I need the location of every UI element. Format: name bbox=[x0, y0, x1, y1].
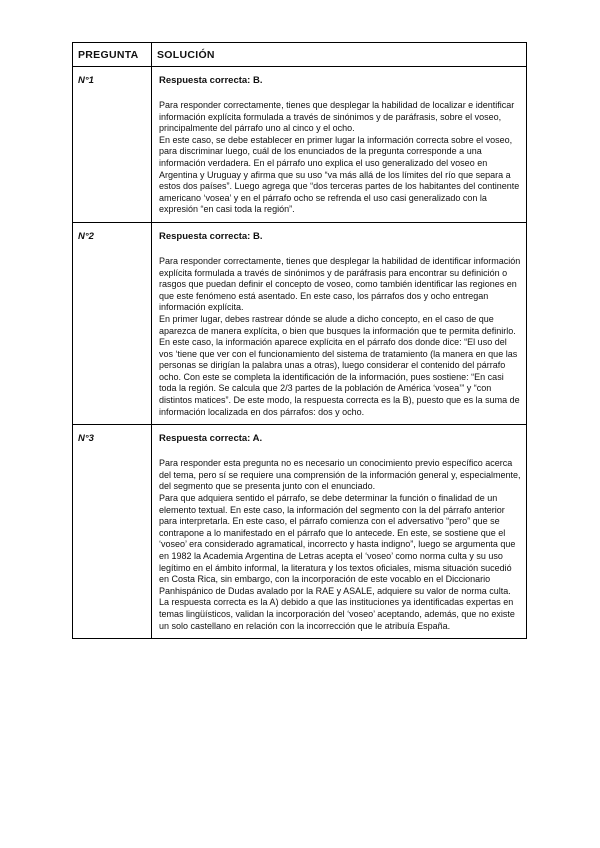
answer-paragraph: En este caso, se debe establecer en primer lugar la información correcta sobre el voseo, para discriminar luego, cuál de los enunciados de la pregunta corresponde a una información verdadera. En el párrafo uno explica el uso generalizado del voseo en Argentina y Uruguay y afirma que su uso “va más allá de los límites del río que separa a estos dos países”. Luego agrega que “dos terceras partes de los habitantes del continente americano ‘vosea’ y en el párrafo ocho se refrenda el uso casi generalizado con la expresión “en casi toda la región”. bbox=[159, 134, 520, 215]
answer-cell bbox=[152, 222, 527, 424]
table-row bbox=[73, 425, 527, 639]
answer-paragraph: La respuesta correcta es la A) debido a que las instituciones ya identificadas expertas en temas lingüísticos, validan la incorporación del ‘voseo’ aceptando, además, que no existe un solo castellano en relación con la incorrección que le atribuía España. bbox=[159, 597, 515, 631]
answer-paragraph: En primer lugar, debes rastrear dónde se alude a dicho concepto, en el caso de que aparezca de manera explícita, o bien que busques la información que te permita definirlo. En este caso, la información aparece explícita en el párrafo dos donde dice: “El uso del vos ‘tiene que ver con el funcionamiento del sistema de tratamiento (la manera en que las personas se dirigían la palabra unas a otras), luego considerar el contenido del párrafo ocho. Con este se completa la identificación de la información, pues sostiene: “En casi toda la región. Se calcula que 2/3 partes de la población de América ‘vosea’” y “con distintos matices”. De este modo, la respuesta correcta es la B), puesto que es la suma de información localizada en dos párrafos: dos y ocho. bbox=[159, 313, 520, 417]
header-row bbox=[73, 43, 527, 67]
header-solucion: SOLUCIÓN bbox=[152, 43, 527, 67]
answer-title: Respuesta correcta: B. bbox=[159, 230, 263, 242]
answer-paragraph: Para que adquiera sentido el párrafo, se debe determinar la función o finalidad de un elemento textual. En este caso, la información del segmento con la del párrafo anterior para interpretarla. En este caso, el párrafo comienza con el adversativo “pero” que se contrapone a lo manifestado en el párrafo que lo antecede. En este, se sostiene que el ‘voseo’ era considerado agramatical, incorrecto y hasta indigno”, luego se argumenta que en 1982 la Academia Argentina de Letras acepta el ‘voseo’ como norma culta y su uso legítimo en el ámbito informal, la literatura y los textos oficiales, misma situación sucedió en Costa Rica, sin embargo, con la incorporación de este vocablo en el Diccionario Panhispánico de Dudas avalado por la RAE y ASALE, adquiere su valor de norma culta. bbox=[159, 493, 516, 596]
table-row bbox=[73, 67, 527, 223]
header-pregunta: PREGUNTA bbox=[73, 43, 152, 67]
question-number: N°2 bbox=[73, 222, 152, 424]
answer-paragraph: Para responder correctamente, tienes que desplegar la habilidad de localizar e identificar información explícita formulada a través de sinónimos y de paráfrasis, sobre el voseo, principalmente del párrafo uno al cinco y el ocho. bbox=[159, 100, 515, 134]
answer-title: Respuesta correcta: B. bbox=[159, 75, 263, 86]
answers-table bbox=[72, 42, 527, 639]
question-number: N°3 bbox=[73, 425, 152, 639]
question-number: N°1 bbox=[73, 67, 152, 223]
answer-paragraph: Para responder esta pregunta no es necesario un conocimiento previo específico acerca del tema, pero sí se requiere una comprensión de la información general y, especialmente, del segmento que se presenta junto con el enunciado. bbox=[159, 458, 521, 492]
answer-title: Respuesta correcta: A. bbox=[159, 433, 263, 445]
table-row bbox=[73, 222, 527, 424]
answer-cell bbox=[152, 67, 527, 223]
answer-paragraph: Para responder correctamente, tienes que desplegar la habilidad de identificar información explícita formulada a través de sinónimos y de paráfrasis para encontrar su definición o rasgos que puedan definir el concepto de voseo, como también identificar las regiones en que este fenómeno está asentado. En este caso, los párrafos dos y ocho entregan información explícita. bbox=[159, 255, 521, 313]
answer-cell bbox=[152, 425, 527, 639]
